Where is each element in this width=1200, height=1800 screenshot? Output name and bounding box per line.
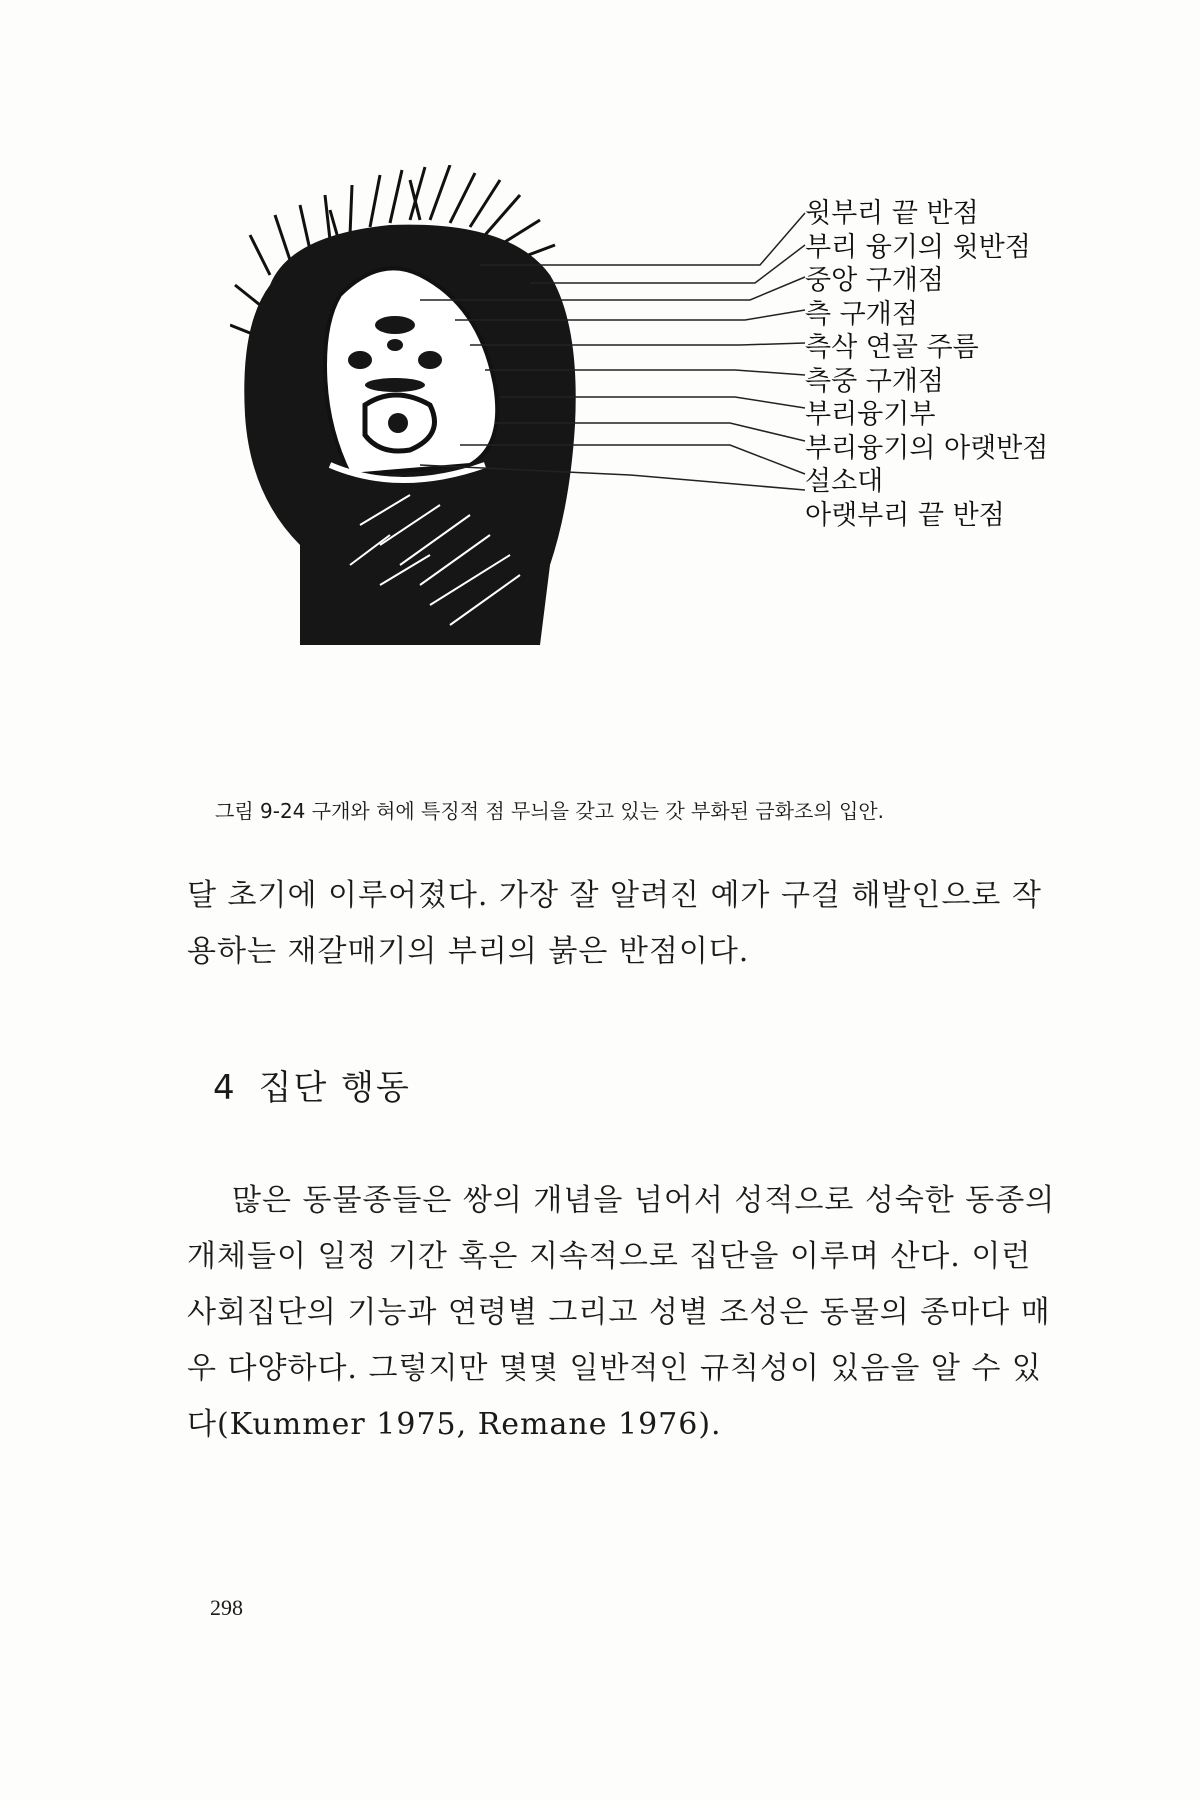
label-lateral-middle-palate-spot: 측중 구개점 — [805, 365, 944, 397]
section-heading — [213, 1060, 411, 1109]
label-upper-bill-tip-spot: 윗부리 끝 반점 — [805, 198, 979, 229]
paragraph-continuation: 달 초기에 이루어졌다. 가장 잘 알려진 예가 구걸 해발인으로 작용하는 재갈매기의 부리의 붉은 반점이다. — [187, 878, 1042, 969]
label-bill-swelling: 부리융기부 — [805, 399, 936, 430]
label-frenulum: 설소대 — [805, 466, 884, 497]
tongue-spot — [388, 413, 408, 433]
paragraph-group-behavior: 많은 동물종들은 쌍의 개념을 넘어서 성적으로 성숙한 동종의 개체들이 일정 기간 혹은 지속적으로 집단을 이루며 산다. 이런 사회집단의 기능과 연령별 그리고 성별 조성은 동물의 종마다 매우 다양하다. 그렇지만 몇몇 일반적인 규칙성이 있음을 알 수 있다(Kummer 1975, Remane 1976). — [187, 1183, 1056, 1442]
label-lower-bill-tip-spot: 아랫부리 끝 반점 — [805, 499, 1005, 531]
label-bill-swelling-upper-spot: 부리 융기의 윗반점 — [805, 231, 1031, 263]
label-lateral-palate-spot: 측 구개점 — [805, 298, 918, 330]
label-lateral-cartilage-fold: 측삭 연골 주름 — [805, 332, 979, 363]
label-bill-swelling-lower-spot: 부리융기의 아랫반점 — [805, 432, 1049, 464]
page-number: 298 — [210, 1595, 243, 1620]
figure-caption: 그림 9-24 구개와 혀에 특징적 점 무늬을 갖고 있는 갓 부화된 금화조의 입안. — [215, 799, 884, 823]
section-number: 4 — [213, 1068, 237, 1108]
anatomy-labels — [805, 197, 1048, 532]
label-central-palate-spot: 중앙 구개점 — [805, 265, 944, 296]
figure-9-24 — [230, 165, 1090, 725]
section-title: 집단 행동 — [258, 1068, 411, 1108]
